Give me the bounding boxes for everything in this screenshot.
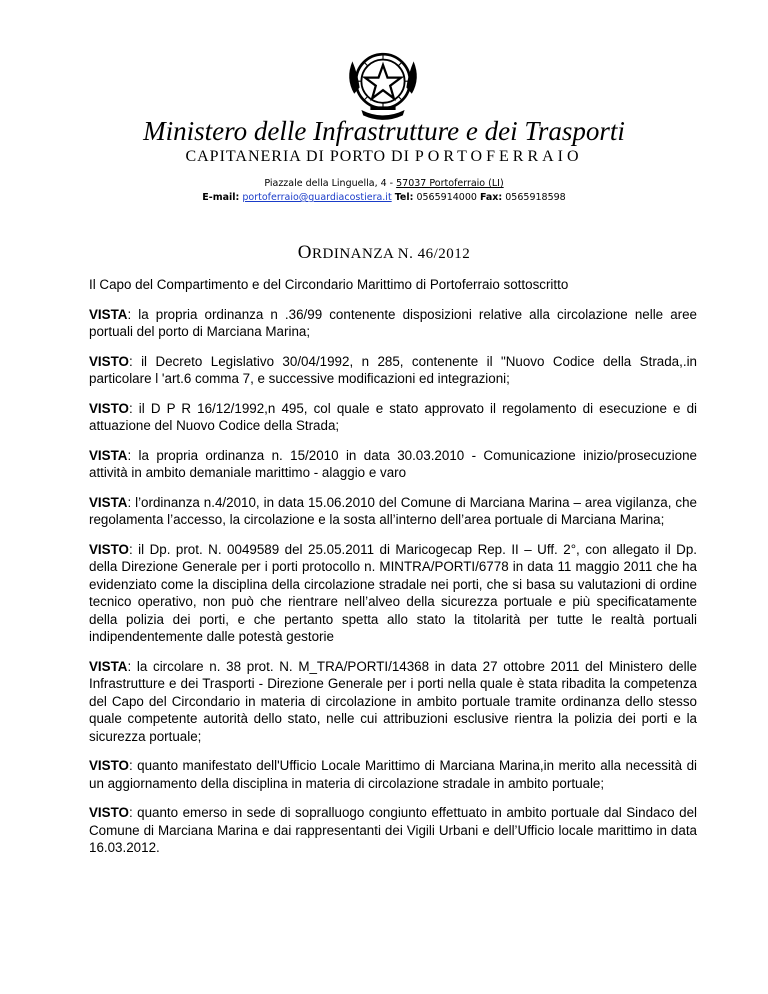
paragraph-text: : la propria ordinanza n. 15/2010 in data 30.03.2010 - Comunicazione inizio/prosecuzione attività in ambito demaniale marittimo - alaggio e varo (89, 447, 697, 480)
italian-republic-emblem-icon (338, 38, 428, 128)
paragraph-lead: VISTO (89, 805, 129, 820)
ordinanza-rest: RDINANZA N. 46/2012 (311, 246, 471, 262)
paragraph-lead: VISTO (89, 400, 129, 416)
paragraph-text: : la circolare n. 38 prot. N. M_TRA/PORTI/14368 in data 27 ottobre 2011 del Ministero delle Infrastrutture e dei Trasporti - Direzione Generale per i porti nella quale è stata ribadita la competenza del Capo del Circondario in materia di circolazione in ambito portuale tramite ordinanza dello stesso quale competente autorità dello stato, nelle cui attribuzioni esclusive rientra la polizia dei porti e la sicurezza portuale; (89, 658, 697, 744)
paragraph-5 (89, 494, 697, 529)
fax-value: 0565918598 (505, 192, 566, 203)
paragraph-lead: VISTO (89, 758, 129, 773)
paragraph-text: : il Dp. prot. N. 0049589 del 25.05.2011 di Maricogecap Rep. II – Uff. 2°, con allegato il Dp. della Direzione Generale per i porti protocollo n. MINTRA/PORTI/6778 in data 11 maggio 2011 che ha evidenziato come la disciplina della circolazione stradale nei porti, che si basa su valutazioni di ordine tecnico operativo, non può che rientrare nell’alveo della sicurezza portuale e più specificatamente della polizia dei porti, e che pertanto spetta allo stato la titolarità per tutte le realtà portuali indipendentemente dalle potestà gestorie (89, 541, 697, 644)
paragraph-text: : il D P R 16/12/1992,n 495, col quale e stato approvato il regolamento di esecuzione e di attuazione del Nuovo Codice della Strada; (89, 400, 697, 433)
address-line (0, 177, 768, 191)
paragraph-lead: VISTA (89, 658, 128, 674)
fax-label: Fax: (479, 192, 503, 203)
paragraph-3 (89, 400, 697, 435)
paragraph-lead: VISTO (89, 353, 129, 369)
paragraph-lead: VISTA (89, 494, 128, 510)
ordinanza-first-letter: O (297, 242, 312, 263)
email-label: E-mail: (202, 192, 240, 203)
capitaneria-title (0, 148, 768, 166)
ordinanza-heading (0, 242, 768, 264)
paragraph-text: : quanto manifestato dell'Ufficio Locale Marittimo di Marciana Marina,in merito alla necessità di un aggiornamento della disciplina in materia di circolazione stradale in ambito portuale; (89, 758, 697, 791)
document-body (89, 276, 697, 869)
paragraph-text: : la propria ordinanza n .36/99 contenente disposizioni relative alla circolazione nelle aree portuali del porto di Marciana Marina; (89, 306, 697, 339)
paragraph-text: : l’ordinanza n.4/2010, in data 15.06.2010 del Comune di Marciana Marina – area vigilanza, che regolamenta l’accesso, la circolazione e la sosta all’interno dell’area portuale di Marciana Marina; (89, 494, 697, 527)
paragraph-lead: VISTA (89, 447, 128, 463)
paragraph-lead: VISTO (89, 541, 129, 557)
address-cap: 57037 Portoferraio (LI) (396, 178, 504, 189)
paragraph-lead: VISTA (89, 306, 128, 322)
contact-line (0, 191, 768, 205)
tel-value: 0565914000 (416, 192, 477, 203)
paragraph-7 (89, 658, 697, 746)
paragraph-2 (89, 353, 697, 388)
paragraph-9 (89, 804, 697, 857)
capitaneria-city: PORTOFERRAIO (414, 148, 583, 165)
paragraph-8 (89, 757, 697, 792)
paragraph-6 (89, 541, 697, 646)
paragraph-text: : quanto emerso in sede di sopralluogo congiunto effettuato in ambito portuale dal Sindaco del Comune di Marciana Marina e dai rappresentanti dei Vigili Urbani e dell’Ufficio locale marittimo in data 16.03.2012. (89, 805, 697, 855)
paragraph-1 (89, 306, 697, 341)
intro-paragraph: Il Capo del Compartimento e del Circondario Marittimo di Portoferraio sottoscritto (89, 277, 569, 292)
address-block (0, 177, 768, 205)
paragraph-text: : il Decreto Legislativo 30/04/1992, n 285, contenente il "Nuovo Codice della Strada,.in particolare l 'art.6 comma 7, e successive modificazioni ed integrazioni; (89, 353, 697, 386)
address-text: Piazzale della Linguella, 4 - (264, 178, 397, 189)
tel-label: Tel: (394, 192, 414, 203)
email-link[interactable]: portoferraio@guardiacostiera.it (242, 192, 392, 203)
capitaneria-prefix: CAPITANERIA DI PORTO DI (185, 148, 415, 165)
paragraph-4 (89, 447, 697, 482)
ministry-title: Ministero delle Infrastrutture e dei Trasporti (143, 116, 625, 146)
